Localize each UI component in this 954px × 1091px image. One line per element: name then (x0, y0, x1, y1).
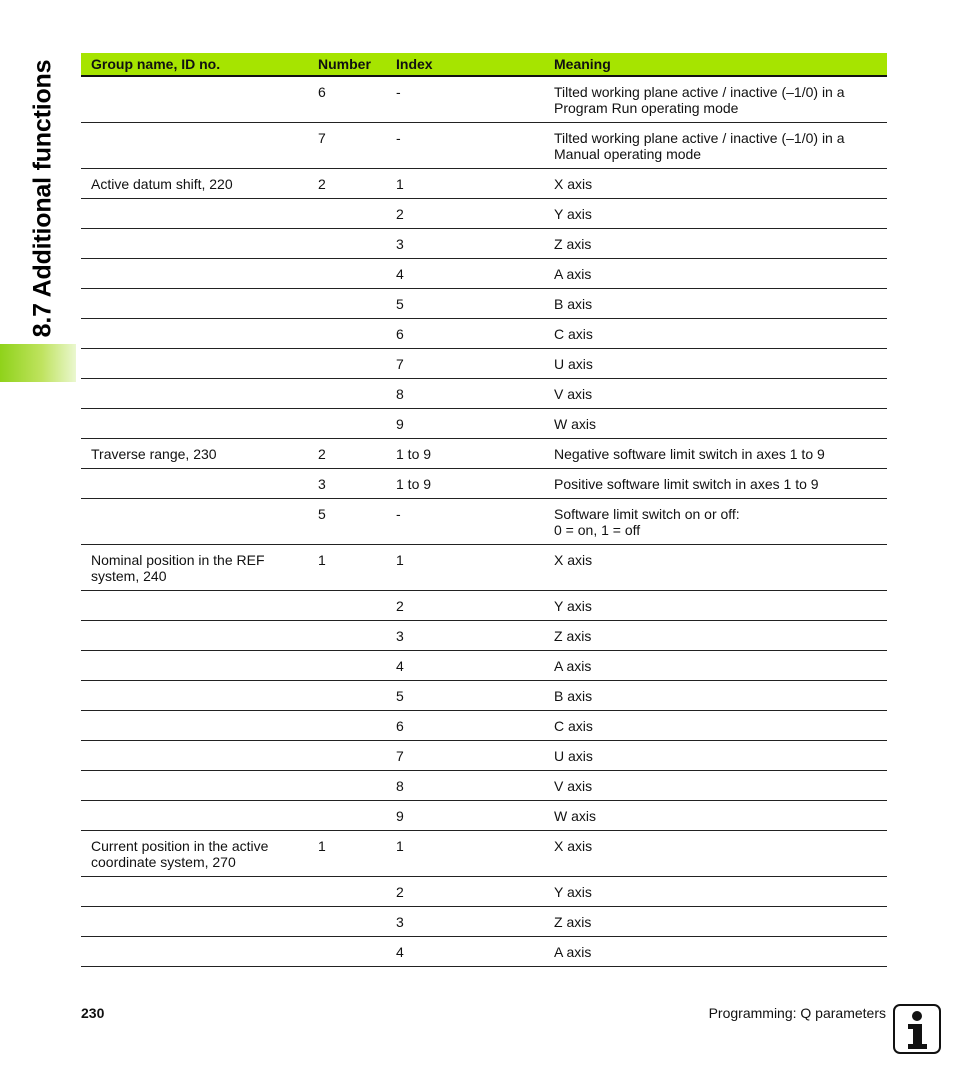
table-row (81, 877, 887, 907)
table-row (81, 229, 887, 259)
cell-index: 7 (388, 741, 544, 771)
cell-number (310, 229, 388, 259)
cell-index: 1 (388, 169, 544, 199)
cell-group-name: Traverse range, 230 (81, 439, 310, 469)
cell-group-name (81, 123, 310, 169)
cell-meaning: A axis (544, 259, 887, 289)
cell-meaning: Positive software limit switch in axes 1 to 9 (544, 469, 887, 499)
table-row (81, 379, 887, 409)
cell-group-name (81, 409, 310, 439)
table-row (81, 469, 887, 499)
cell-meaning: Y axis (544, 877, 887, 907)
header-number: Number (310, 53, 388, 76)
info-icon (893, 1004, 941, 1054)
table-row (81, 621, 887, 651)
cell-number (310, 651, 388, 681)
cell-meaning: W axis (544, 801, 887, 831)
cell-meaning: Z axis (544, 621, 887, 651)
table-row (81, 937, 887, 967)
cell-index: 4 (388, 259, 544, 289)
header-group-name: Group name, ID no. (81, 53, 310, 76)
cell-index: 5 (388, 289, 544, 319)
table-row (81, 741, 887, 771)
table-row (81, 289, 887, 319)
cell-index: 8 (388, 379, 544, 409)
cell-number (310, 621, 388, 651)
cell-number (310, 379, 388, 409)
cell-number (310, 319, 388, 349)
table-row (81, 259, 887, 289)
table-row (81, 801, 887, 831)
cell-number (310, 591, 388, 621)
cell-group-name (81, 591, 310, 621)
table-row (81, 199, 887, 229)
cell-group-name (81, 801, 310, 831)
cell-meaning: X axis (544, 831, 887, 877)
cell-group-name (81, 259, 310, 289)
table-row (81, 409, 887, 439)
cell-index: 8 (388, 771, 544, 801)
cell-index: 6 (388, 319, 544, 349)
cell-index: 9 (388, 801, 544, 831)
cell-meaning: X axis (544, 169, 887, 199)
cell-number (310, 409, 388, 439)
cell-meaning: Negative software limit switch in axes 1 to 9 (544, 439, 887, 469)
cell-meaning: W axis (544, 409, 887, 439)
cell-number: 1 (310, 831, 388, 877)
cell-meaning: Z axis (544, 229, 887, 259)
table-row (81, 651, 887, 681)
cell-number (310, 199, 388, 229)
cell-index: 2 (388, 199, 544, 229)
cell-index: - (388, 499, 544, 545)
cell-group-name: Current position in the active coordinate system, 270 (81, 831, 310, 877)
table-row (81, 439, 887, 469)
cell-group-name (81, 877, 310, 907)
cell-group-name (81, 499, 310, 545)
cell-number (310, 907, 388, 937)
cell-group-name (81, 681, 310, 711)
cell-group-name: Active datum shift, 220 (81, 169, 310, 199)
cell-number: 1 (310, 545, 388, 591)
cell-group-name (81, 711, 310, 741)
table-row (81, 711, 887, 741)
cell-index: 1 (388, 831, 544, 877)
cell-group-name (81, 379, 310, 409)
cell-number (310, 937, 388, 967)
cell-index: 1 to 9 (388, 439, 544, 469)
table-row (81, 907, 887, 937)
cell-group-name (81, 651, 310, 681)
table-row (81, 349, 887, 379)
cell-group-name (81, 469, 310, 499)
cell-meaning: V axis (544, 771, 887, 801)
cell-number (310, 289, 388, 319)
cell-index: - (388, 123, 544, 169)
cell-number (310, 801, 388, 831)
table-row (81, 771, 887, 801)
cell-meaning: Tilted working plane active / inactive (–1/0) in a Manual operating mode (544, 123, 887, 169)
cell-group-name (81, 76, 310, 123)
cell-meaning: A axis (544, 937, 887, 967)
cell-meaning: C axis (544, 711, 887, 741)
cell-group-name: Nominal position in the REF system, 240 (81, 545, 310, 591)
cell-index: 2 (388, 877, 544, 907)
cell-meaning: U axis (544, 741, 887, 771)
cell-index: 6 (388, 711, 544, 741)
cell-number (310, 711, 388, 741)
side-chapter-title (13, 52, 73, 344)
cell-index: 4 (388, 651, 544, 681)
cell-number: 2 (310, 169, 388, 199)
table-row (81, 681, 887, 711)
table-row (81, 591, 887, 621)
cell-number: 2 (310, 439, 388, 469)
table-row (81, 169, 887, 199)
table-row (81, 545, 887, 591)
header-index: Index (388, 53, 544, 76)
cell-group-name (81, 741, 310, 771)
cell-index: 3 (388, 907, 544, 937)
info-icon-glyph (895, 1006, 939, 1052)
cell-index: 3 (388, 621, 544, 651)
cell-index: 1 to 9 (388, 469, 544, 499)
cell-group-name (81, 319, 310, 349)
cell-index: 4 (388, 937, 544, 967)
cell-index: - (388, 76, 544, 123)
cell-meaning: C axis (544, 319, 887, 349)
cell-index: 1 (388, 545, 544, 591)
cell-number (310, 259, 388, 289)
cell-meaning: V axis (544, 379, 887, 409)
cell-index: 5 (388, 681, 544, 711)
cell-meaning: A axis (544, 651, 887, 681)
header-meaning: Meaning (544, 53, 887, 76)
cell-number: 3 (310, 469, 388, 499)
cell-group-name (81, 349, 310, 379)
table-row (81, 831, 887, 877)
page-number: 230 (81, 1005, 105, 1021)
cell-meaning: U axis (544, 349, 887, 379)
footer-section-title: Programming: Q parameters (708, 1005, 886, 1021)
table-row (81, 499, 887, 545)
cell-group-name (81, 907, 310, 937)
cell-meaning: Tilted working plane active / inactive (–1/0) in a Program Run operating mode (544, 76, 887, 123)
cell-meaning: B axis (544, 681, 887, 711)
cell-meaning: Software limit switch on or off: 0 = on, 1 = off (544, 499, 887, 545)
table-row (81, 123, 887, 169)
cell-index: 3 (388, 229, 544, 259)
cell-group-name (81, 289, 310, 319)
table-header-row (81, 53, 887, 76)
table-row (81, 319, 887, 349)
cell-meaning: Z axis (544, 907, 887, 937)
cell-meaning: Y axis (544, 591, 887, 621)
cell-index: 9 (388, 409, 544, 439)
cell-meaning: X axis (544, 545, 887, 591)
cell-meaning: Y axis (544, 199, 887, 229)
cell-group-name (81, 229, 310, 259)
side-chapter-title-text: 8.7 Additional functions (28, 59, 57, 337)
cell-group-name (81, 199, 310, 229)
parameter-table (81, 53, 887, 967)
cell-number: 5 (310, 499, 388, 545)
cell-number: 6 (310, 76, 388, 123)
table-row (81, 76, 887, 123)
table-body (81, 76, 887, 967)
cell-number (310, 741, 388, 771)
cell-group-name (81, 771, 310, 801)
cell-meaning: B axis (544, 289, 887, 319)
cell-index: 2 (388, 591, 544, 621)
cell-number (310, 681, 388, 711)
cell-number: 7 (310, 123, 388, 169)
side-chapter-tab (0, 344, 76, 382)
cell-number (310, 771, 388, 801)
cell-group-name (81, 621, 310, 651)
cell-number (310, 349, 388, 379)
cell-index: 7 (388, 349, 544, 379)
cell-group-name (81, 937, 310, 967)
cell-number (310, 877, 388, 907)
